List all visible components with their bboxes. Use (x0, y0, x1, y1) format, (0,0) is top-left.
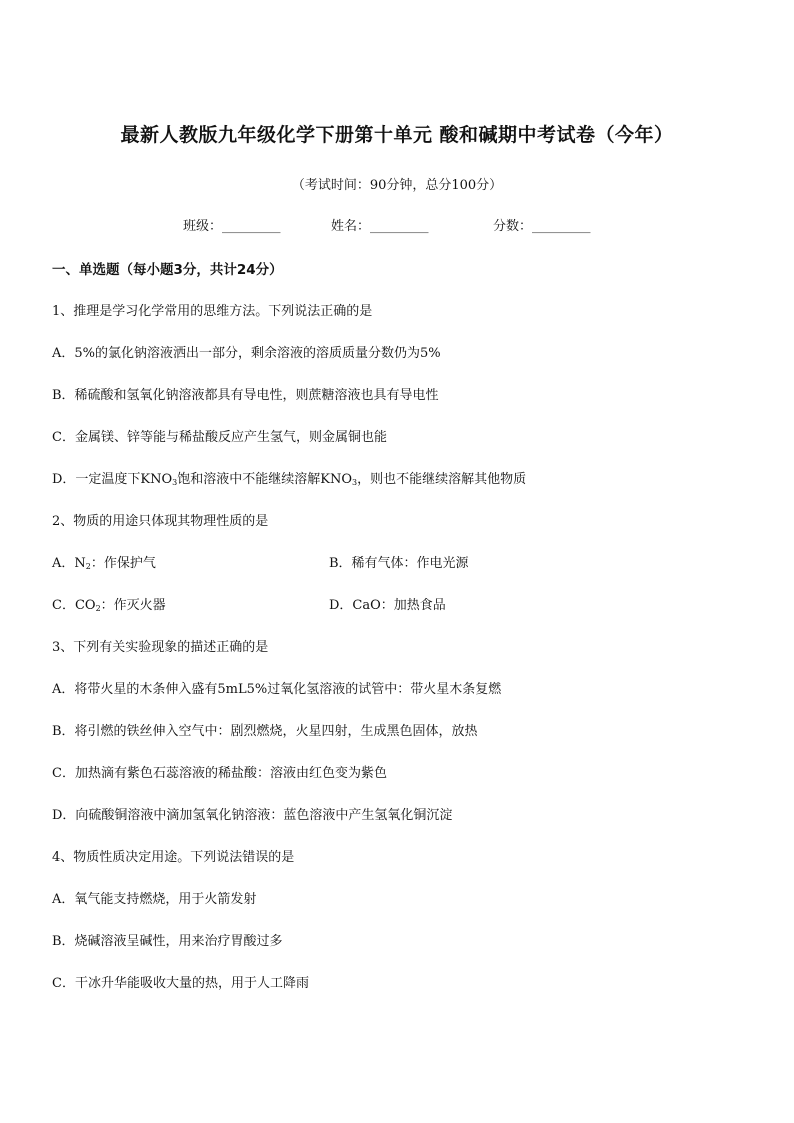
question-3-option-a: A．将带火星的木条伸入盛有5mL5%过氧化氢溶液的试管中：带火星木条复燃 (52, 682, 502, 697)
exam-duration-note: （考试时间：90分钟，总分100分） (291, 178, 503, 193)
option-c-text-2: ：作灭火器 (100, 598, 166, 613)
section-heading: 一、单选题（每小题3分，共计24分） (52, 262, 283, 278)
class-field: 班级：_________ (183, 219, 281, 234)
subscript: 3 (172, 478, 178, 487)
option-d-text-3: ，则也不能继续溶解其他物质 (357, 472, 527, 487)
question-2-option-b: B．稀有气体：作电光源 (329, 556, 469, 571)
page-title: 最新人教版九年级化学下册第十单元 酸和碱期中考试卷（今年） (120, 124, 674, 146)
score-field: 分数：_________ (493, 219, 591, 234)
option-d-text-2: 饱和溶液中不能继续溶解KNO (177, 472, 353, 487)
name-field: 姓名：_________ (331, 219, 429, 234)
option-a-text-2: ：作保护气 (90, 556, 156, 571)
question-2-option-a (52, 552, 156, 571)
question-1-option-b: B．稀硫酸和氢氧化钠溶液都具有导电性，则蔗糖溶液也具有导电性 (52, 388, 439, 403)
question-3-option-c: C．加热滴有紫色石蕊溶液的稀盐酸：溶液由红色变为紫色 (52, 766, 387, 781)
question-3-stem: 3、下列有关实验现象的描述正确的是 (52, 640, 269, 655)
question-3-option-b: B．将引燃的铁丝伸入空气中：剧烈燃烧，火星四射，生成黑色固体，放热 (52, 724, 478, 739)
subscript: 2 (95, 604, 101, 613)
option-c-text: C．CO (52, 598, 96, 613)
option-d-text-1: D．一定温度下KNO (52, 472, 173, 487)
subscript: 2 (85, 562, 91, 571)
subscript: 3 (352, 478, 358, 487)
question-4-option-b: B．烧碱溶液呈碱性，用来治疗胃酸过多 (52, 934, 283, 949)
question-2-option-d: D．CaO：加热食品 (329, 598, 446, 613)
question-1-stem: 1、推理是学习化学常用的思维方法。下列说法正确的是 (52, 304, 373, 319)
question-3-option-d: D．向硫酸铜溶液中滴加氢氧化钠溶液：蓝色溶液中产生氢氧化铜沉淀 (52, 808, 453, 823)
question-4-option-a: A．氧气能支持燃烧，用于火箭发射 (52, 892, 257, 907)
question-4-stem: 4、物质性质决定用途。下列说法错误的是 (52, 850, 295, 865)
question-1-option-d (52, 468, 526, 487)
question-4-option-c: C．干冰升华能吸收大量的热，用于人工降雨 (52, 976, 309, 991)
question-2-stem: 2、物质的用途只体现其物理性质的是 (52, 514, 269, 529)
question-1-option-c: C．金属镁、锌等能与稀盐酸反应产生氢气，则金属铜也能 (52, 430, 387, 445)
option-a-text: A．N (52, 556, 86, 571)
question-1-option-a: A．5%的氯化钠溶液洒出一部分，剩余溶液的溶质质量分数仍为5% (52, 346, 441, 361)
question-2-option-c (52, 594, 166, 613)
